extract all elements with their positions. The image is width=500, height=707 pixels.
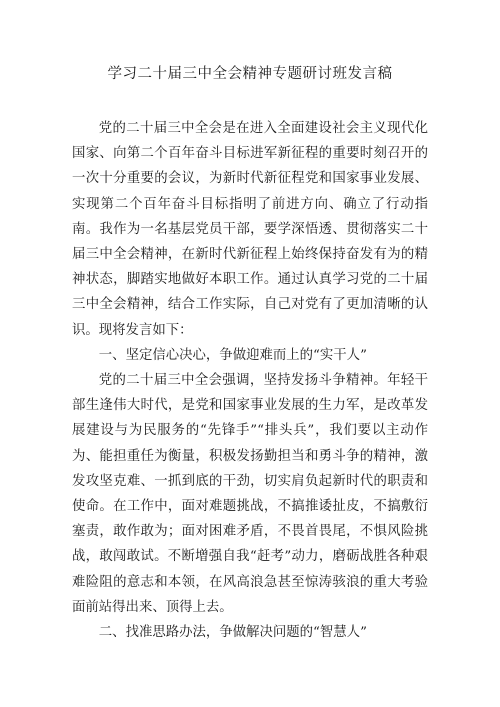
section-heading-2: 二、找准思路办法，争做解决问题的“智慧人” — [98, 625, 367, 641]
document-body — [72, 116, 428, 645]
paragraph-section-1: 党的二十届三中全会强调，坚持发扬斗争精神。年轻干部生逢伟大时代，是党和国家事业发展的生力军，是改革发展建设与为民服务的“先锋手”“排头兵”，我们要以主动作为、能担重任为衡量，积极发扬勤担当和勇斗争的精神，激发攻坚克难、一抓到底的干劲，切实肩负起新时代的职责和使命。在工作中，面对难题挑战，不搞推诿扯皮，不搞敷衍塞责，敢作敢为；面对困难矛盾，不畏首畏尾，不惧风险挑战，敢闯敢试。不断增强自我“赶考”动力，磨砺战胜各种艰难险阻的意志和本领，在风高浪急甚至惊涛骇浪的重大考验面前站得出来、顶得上去。 — [72, 373, 428, 615]
paragraph-intro: 党的二十届三中全会是在进入全面建设社会主义现代化国家、向第二个百年奋斗目标进军新征程的重要时刻召开的一次十分重要的会议，为新时代新征程党和国家事业发展、实现第二个百年奋斗目标指明了前进方向、确立了行动指南。我作为一名基层党员干部，要学深悟透、贯彻落实二十届三中全会精神，在新时代新征程上始终保持奋发有为的精神状态，脚踏实地做好本职工作。通过认真学习党的二十届三中全会精神，结合工作实际，自己对党有了更加清晰的认识。现将发言如下： — [72, 121, 428, 338]
document-title: 学习二十届三中全会精神专题研讨班发言稿 — [107, 66, 393, 82]
section-heading-1: 一、坚定信心决心，争做迎难而上的“实干人” — [98, 347, 367, 363]
